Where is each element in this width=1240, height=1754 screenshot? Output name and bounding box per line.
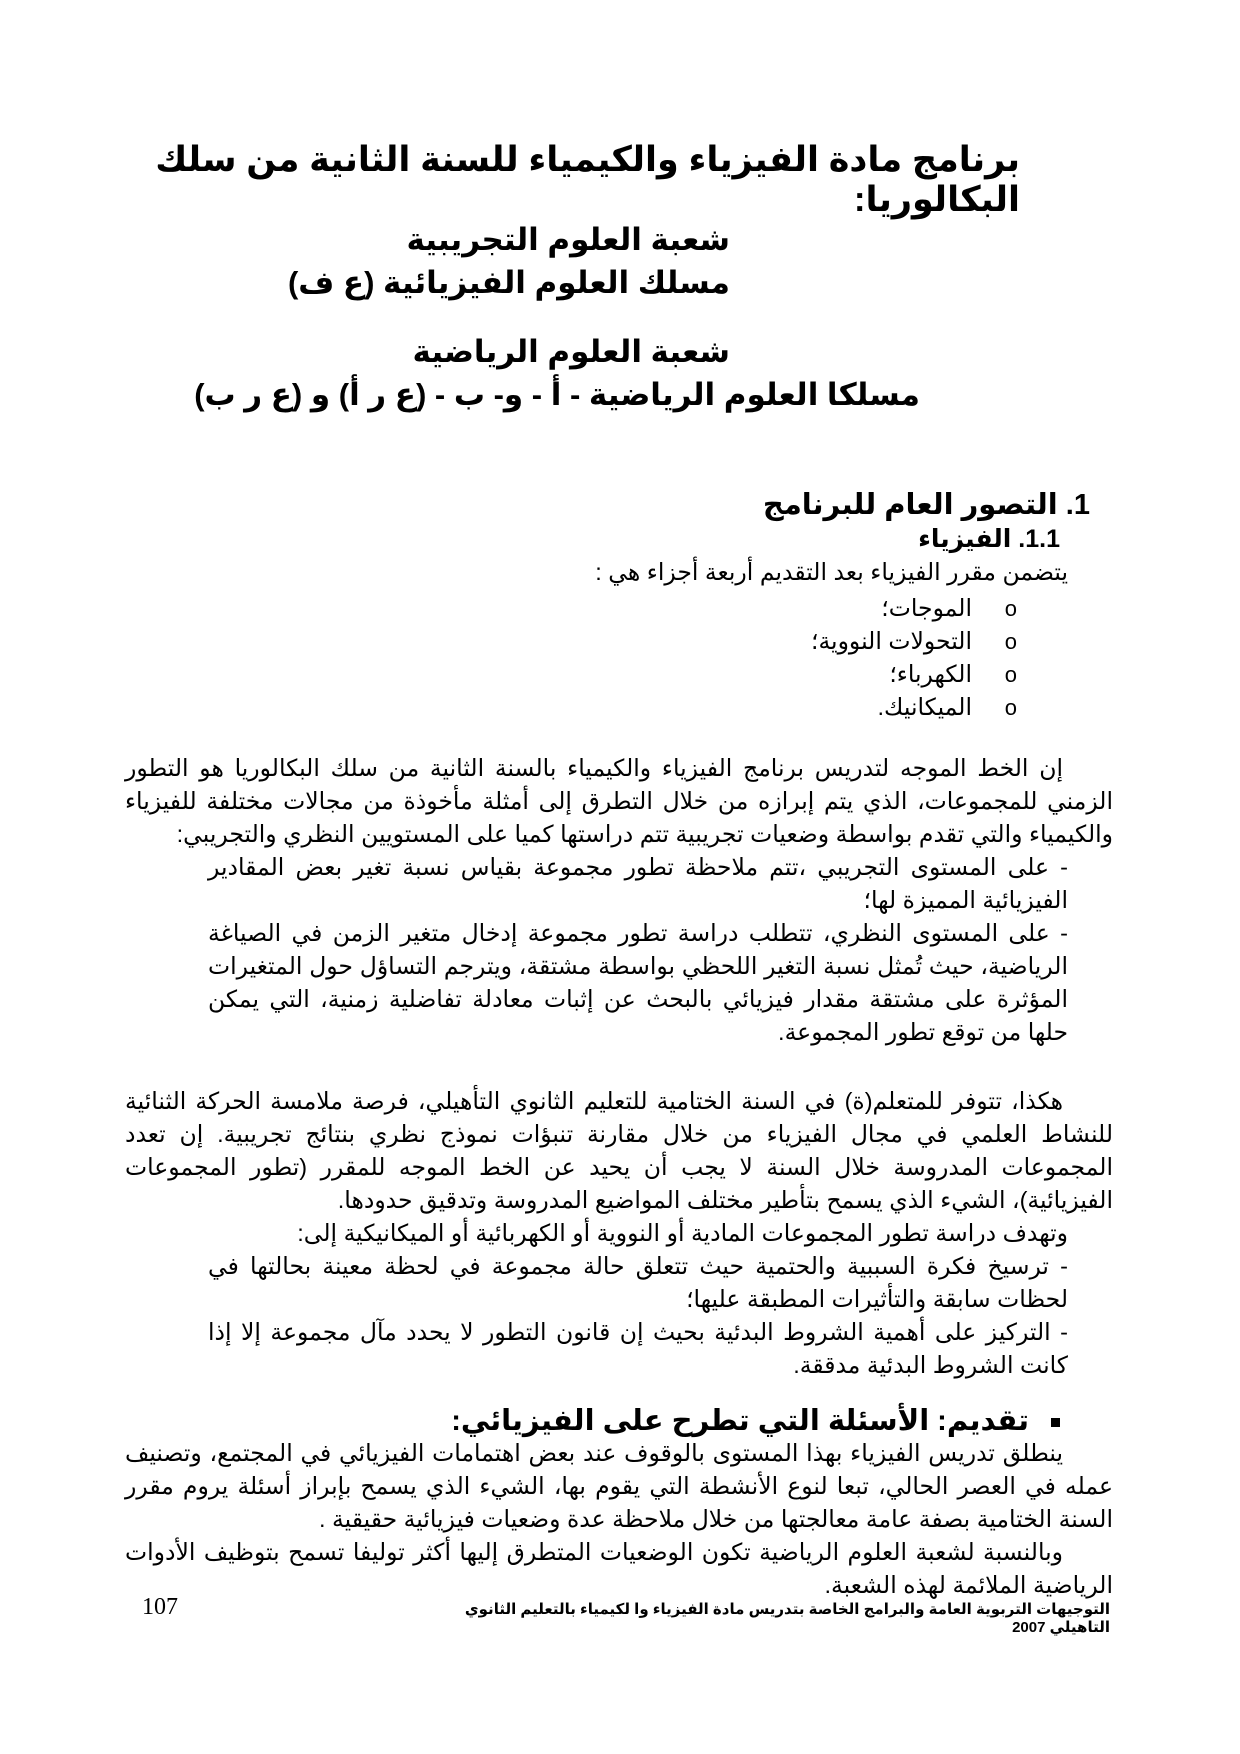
track-mathematical-sciences: مسلكا العلوم الرياضية - أ - و- ب - (ع ر أ) و (ع ر ب) — [194, 377, 920, 412]
circle-bullet-icon: o — [1004, 596, 1017, 621]
part-electricity: الكهرباء؛ — [889, 661, 972, 687]
intro-section-heading-text: تقديم: الأسئلة التي تطرح على الفيزيائي: — [451, 1405, 1029, 1437]
physics-parts-intro: يتضمن مقرر الفيزياء بعد التقديم أربعة أجزاء هي : — [595, 559, 1068, 585]
page-number: 107 — [142, 1594, 178, 1620]
branch-experimental: شعبة العلوم التجريبية — [406, 222, 730, 257]
part-nuclear: التحولات النووية؛ — [810, 628, 972, 654]
list-item — [617, 658, 1017, 691]
circle-bullet-icon: o — [1004, 662, 1017, 687]
page-title: برنامج مادة الفيزياء والكيمياء للسنة الثانية من سلك البكالوريا: — [155, 140, 1020, 219]
part-waves: الموجات؛ — [881, 595, 972, 621]
stream-block-experimental — [150, 218, 730, 304]
paragraph-opportunity: هكذا، تتوفر للمتعلم(ة) في السنة الختامية للتعليم الثانوي التأهيلي، فرصة ملامسة الحركة الثنائية للنشاط العلمي في مجال الفيزياء من خلال مقارنة تنبؤات نموذج نظري بنتائج تجريبية. إن تعدد المجموعات المدروسة خلال السنة لا يجب أن يحيد عن الخط الموجه للمقرر (تطور المجموعات الفيزيائية)، الشيء الذي يسمح بتأطير مختلف المواضيع المدروسة وتدقيق حدودها. — [125, 1088, 1113, 1213]
list-item — [617, 592, 1017, 625]
circle-bullet-icon: o — [1004, 629, 1017, 654]
circle-bullet-icon: o — [1004, 695, 1017, 720]
section-1-1-heading: 1.1. الفيزياء — [918, 525, 1060, 553]
branch-mathematical: شعبة العلوم الرياضية — [412, 334, 730, 369]
paragraph-theoretical-level: - على المستوى النظري، تتطلب دراسة تطور مجموعة إدخال متغير الزمن في الصياغة الرياضية، حيث تُمثل نسبة التغير اللحظي بواسطة مشتقة، ويترجم التساؤل حول المتغيرات المؤثرة على مشتقة مقدار فيزيائي بالبحث عن إثبات معادلة تفاضلية زمنية، التي يمكن حلها من توقع تطور المجموعة. — [208, 920, 1068, 1045]
stream-block-mathematical — [150, 330, 920, 416]
part-mechanics: الميكانيك. — [877, 694, 972, 720]
list-item — [617, 691, 1017, 724]
paragraph-aim-initial-conditions: - التركيز على أهمية الشروط البدئية بحيث إن قانون التطور لا يحدد مآل مجموعة إلا إذا كانت الشروط البدئية مدققة. — [208, 1319, 1068, 1378]
paragraph-intro-text-1: ينطلق تدريس الفيزياء بهذا المستوى بالوقوف عند بعض اهتمامات الفيزيائي في المجتمع، وتصنيف عمله في العصر الحالي، تبعا لنوع الأنشطة التي يقوم بها، الشيء الذي يسمح بإبراز أسئلة يروم مقرر السنة الختامية بصفة عامة معالجتها من خلال ملاحظة عدة وضعيات فيزيائية حقيقية . — [125, 1440, 1113, 1532]
list-item — [617, 625, 1017, 658]
physics-parts-list — [617, 592, 1017, 724]
footer-text: التوجيهات التربوية العامة والبرامج الخاصة بتدريس مادة الفيزياء وا لكيمياء بالتعليم الثانوي التاهيلي 2007 — [464, 1601, 1110, 1636]
square-bullet-icon — [1051, 1418, 1060, 1427]
paragraph-experimental-level: - على المستوى التجريبي ،تتم ملاحظة تطور مجموعة بقياس نسبة تغير بعض المقادير الفيزيائية المميزة لها؛ — [208, 854, 1068, 913]
paragraph-guiding-line: إن الخط الموجه لتدريس برنامج الفيزياء والكيمياء بالسنة الثانية من سلك البكالوريا هو التطور الزمني للمجموعات، الذي يتم إبرازه من خلال التطرق إلى أمثلة مأخوذة من مجالات مختلفة للفيزياء والكيمياء والتي تقدم بواسطة وضعيات تجريبية تتم دراستها كميا على المستويين النظري والتجريبي: — [125, 755, 1113, 847]
paragraph-aims-intro: وتهدف دراسة تطور المجموعات المادية أو النووية أو الكهربائية أو الميكانيكية إلى: — [297, 1220, 1068, 1246]
paragraph-aim-causality: - ترسيخ فكرة السببية والحتمية حيث تتعلق حالة مجموعة في لحظة معينة بحالتها في لحظات سابقة والتأثيرات المطبقة عليها؛ — [208, 1253, 1068, 1312]
track-physical-sciences: مسلك العلوم الفيزيائية (ع ف) — [287, 265, 730, 300]
paragraph-intro-text-2: وبالنسبة لشعبة العلوم الرياضية تكون الوضعيات المتطرق إليها أكثر توليفا تسمح بتوظيف الأدوات الرياضية الملائمة لهذه الشعبة. — [125, 1539, 1113, 1598]
section-1-heading: 1. التصور العام للبرنامج — [762, 489, 1090, 521]
intro-section-heading — [451, 1403, 1060, 1438]
